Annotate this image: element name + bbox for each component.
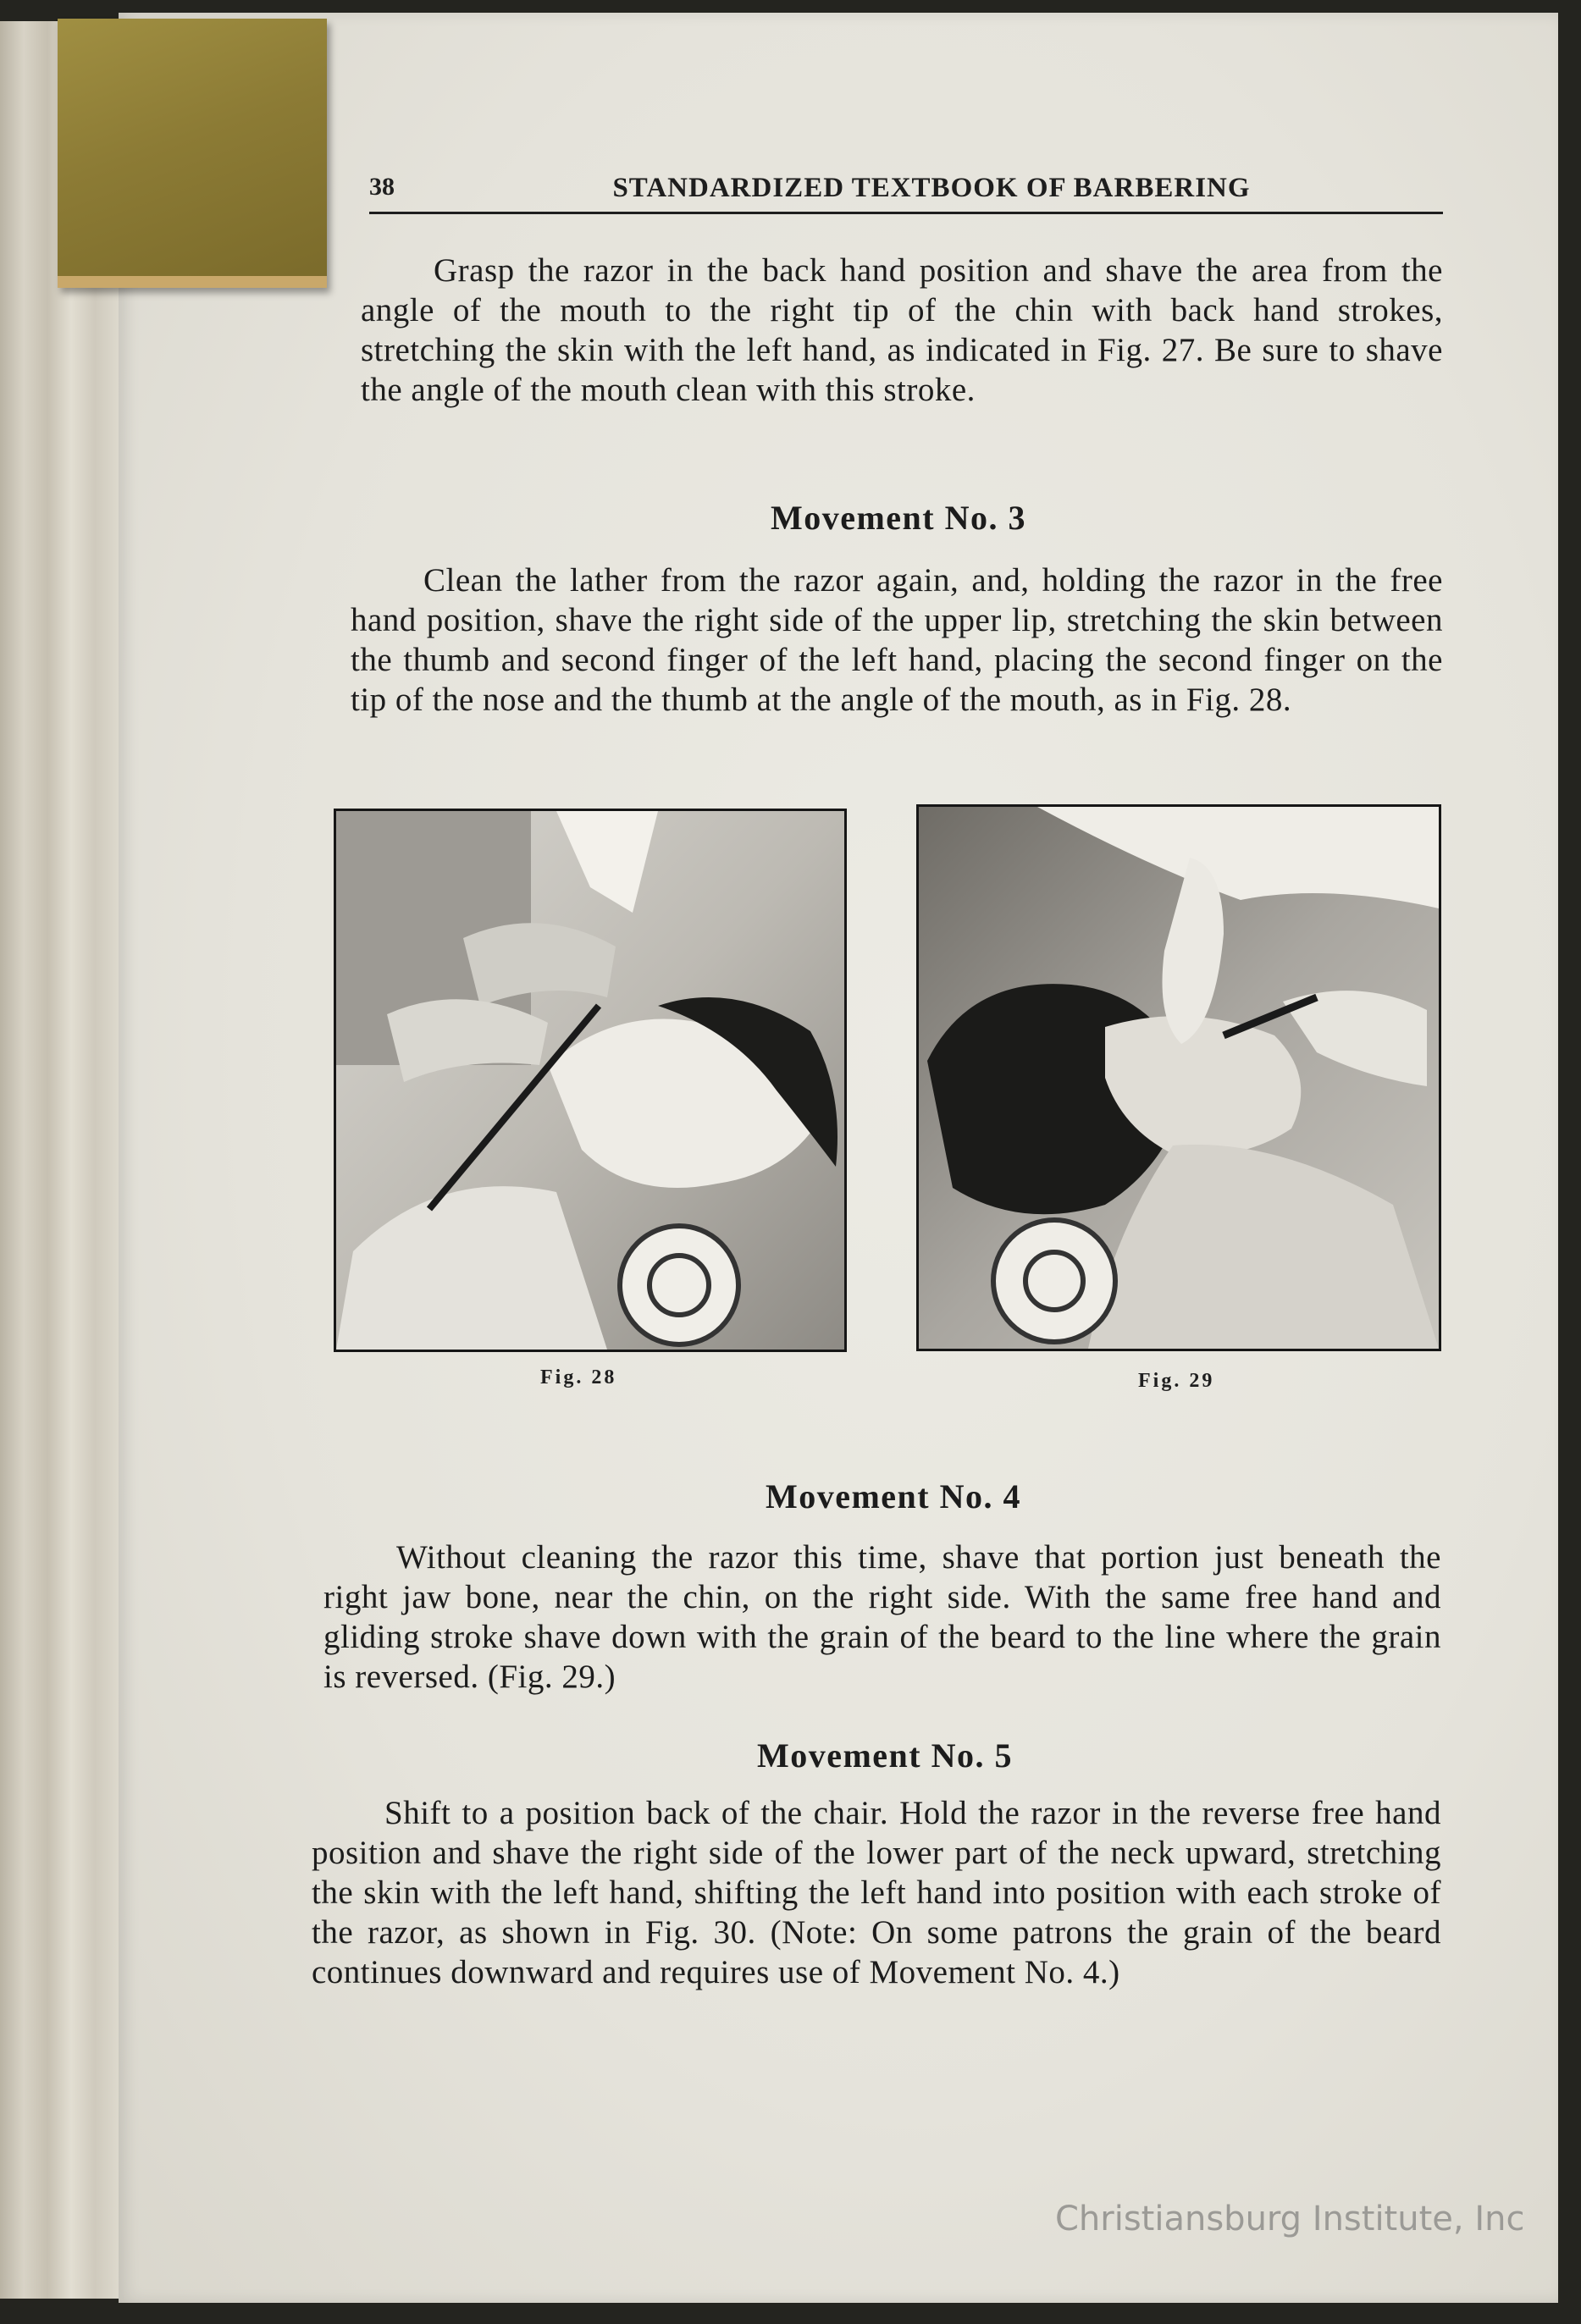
movement-5-heading: Movement No. 5 bbox=[756, 1736, 1014, 1775]
figure-28-caption: Fig. 28 bbox=[540, 1366, 617, 1388]
page-number: 38 bbox=[369, 173, 395, 201]
book-title: STANDARDIZED TEXTBOOK OF BARBERING bbox=[612, 173, 1251, 203]
book-page-edges bbox=[0, 21, 120, 2299]
movement-5-text: Shift to a position back of the chair. Hold the razor in the reverse free hand position and shave the right side of the lower part of the neck upward, stretching the skin with the left hand, shifting the left hand into position with each stroke of the razor, as shown in Fig. 30. (Note: On some patrons the grain of the beard continues downward and requires use of Movement No. 4.) bbox=[312, 1795, 1441, 1990]
barber-shaving-upper-lip-illustration bbox=[336, 811, 844, 1350]
barber-shaving-under-jaw-illustration bbox=[919, 807, 1439, 1349]
movement-4-text: Without cleaning the razor this time, shave that portion just beneath the right jaw bone, near the chin, on the right side. With the same free hand and gliding stroke shave down with the grain of the beard to the line where the grain is reversed. (Fig. 29.) bbox=[323, 1539, 1441, 1695]
running-header bbox=[369, 169, 1443, 214]
movement-3-text: Clean the lather from the razor again, and, holding the razor in the free hand position, shave the right side of the upper lip, stretching the skin between the thumb and second finger of the left hand, placing the second finger on the tip of the nose and the thumb at the angle of the mouth, as in Fig. 28. bbox=[351, 562, 1443, 718]
bookmark-tab bbox=[58, 19, 327, 288]
paragraph-intro: Grasp the razor in the back hand position and shave the area from the angle of the mouth to the right tip of the chin with back hand strokes, stretching the skin with the left hand, as indicated in Fig. 27. Be sure to shave the angle of the mouth clean with this stroke. bbox=[361, 252, 1443, 408]
figure-29-caption: Fig. 29 bbox=[1138, 1370, 1215, 1392]
watermark-text: Christiansburg Institute, Inc bbox=[1055, 2200, 1525, 2238]
figure-29-photo bbox=[916, 804, 1441, 1351]
movement-3-heading: Movement No. 3 bbox=[770, 499, 1027, 537]
movement-4-heading: Movement No. 4 bbox=[765, 1477, 1022, 1515]
figure-28-photo bbox=[334, 809, 847, 1352]
